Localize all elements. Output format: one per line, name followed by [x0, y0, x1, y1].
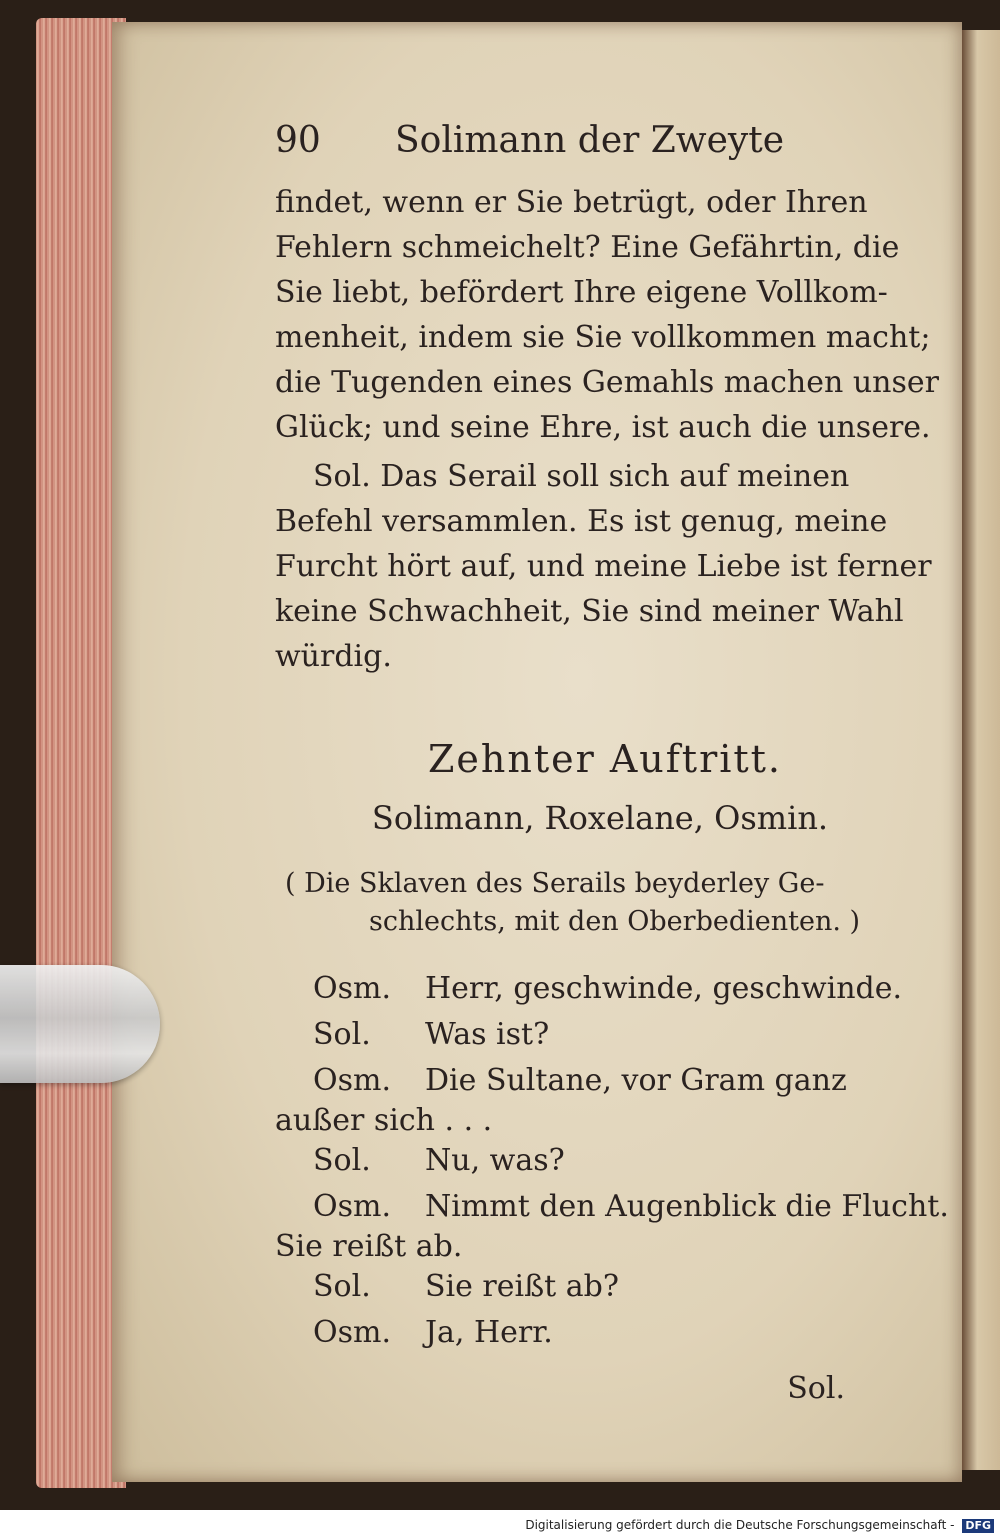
- running-header: [275, 120, 895, 180]
- text-line: keine Schwachheit, Sie sind meiner Wahl: [275, 594, 904, 629]
- dialogue-line: [275, 1017, 895, 1063]
- speech-continuation: außer sich . . .: [275, 1103, 493, 1138]
- catchword: Sol.: [787, 1371, 845, 1406]
- speaker: Sol.: [313, 1269, 371, 1304]
- intro-paragraph: [275, 180, 939, 450]
- dialogue-line: [275, 1315, 895, 1361]
- dialogue-line: [275, 1143, 895, 1189]
- text-line: Sie liebt, befördert Ihre eigene Vollkom-: [275, 275, 888, 310]
- running-title: Solimann der Zweyte: [395, 120, 785, 161]
- speaker: Sol.: [313, 1017, 371, 1052]
- speaker: Sol.: [313, 1143, 371, 1178]
- speech-continuation: Sie reißt ab.: [275, 1229, 463, 1264]
- stage-direction-line: schlechts, mit den Oberbedienten. ): [369, 906, 861, 937]
- text-line: Sol. Das Serail soll sich auf meinen: [313, 459, 850, 494]
- text-line: findet, wenn er Sie betrügt, oder Ihren: [275, 185, 868, 220]
- speaker: Osm.: [313, 1063, 391, 1098]
- dialogue: [275, 971, 949, 1361]
- dialogue-line: [275, 971, 903, 1017]
- speech: Herr, geschwinde, geschwinde.: [425, 971, 903, 1006]
- page-text: [275, 120, 949, 1406]
- text-line: Fehlern schmeichelt? Eine Gefährtin, die: [275, 230, 900, 265]
- speech: Nimmt den Augenblick die Flucht.: [425, 1189, 949, 1224]
- sol-speech: [275, 454, 932, 679]
- facing-page-edge: [962, 30, 1000, 1470]
- footer-text: Digitalisierung gefördert durch die Deutsche Forschungsgemeinschaft -: [525, 1518, 955, 1532]
- text-line: Glück; und seine Ehre, ist auch die unsere.: [275, 410, 931, 445]
- speaker: Osm.: [313, 1189, 391, 1224]
- speech: Was ist?: [425, 1017, 550, 1052]
- page-clip: [0, 965, 160, 1083]
- speech: Die Sultane, vor Gram ganz: [425, 1063, 847, 1098]
- scene-heading: Zehnter Auftritt.: [427, 737, 783, 781]
- dfg-logo: DFG: [962, 1519, 994, 1533]
- text-line: die Tugenden eines Gemahls machen unser: [275, 365, 939, 400]
- text-line: Befehl versammlen. Es ist genug, meine: [275, 504, 888, 539]
- scene-characters: Solimann, Roxelane, Osmin.: [371, 799, 829, 837]
- speech: Nu, was?: [425, 1143, 565, 1178]
- speech: Sie reißt ab?: [425, 1269, 619, 1304]
- speech: Ja, Herr.: [425, 1315, 553, 1350]
- dialogue-line: [275, 1269, 895, 1315]
- stage-direction-line: ( Die Sklaven des Serails beyderley Ge-: [285, 868, 825, 899]
- stage-direction: [285, 865, 895, 941]
- page-number: 90: [275, 120, 321, 161]
- footer: [0, 1510, 1000, 1536]
- speaker: Osm.: [313, 971, 391, 1006]
- text-line: Furcht hört auf, und meine Liebe ist ferner: [275, 549, 932, 584]
- speaker: Osm.: [313, 1315, 391, 1350]
- text-line: würdig.: [275, 639, 392, 674]
- text-line: menheit, indem sie Sie vollkommen macht;: [275, 320, 931, 355]
